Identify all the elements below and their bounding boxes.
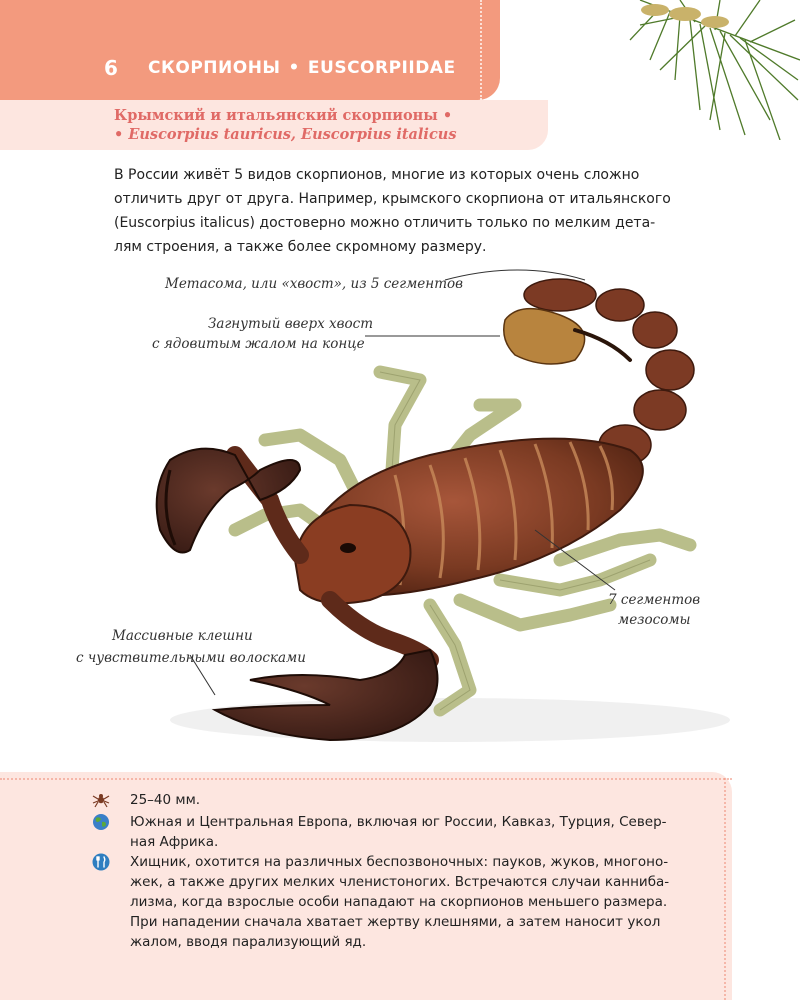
species-latin-names: • Euscorpius tauricus, Euscorpius italicus (114, 126, 457, 143)
intro-line: отличить друг от друга. Например, крымского скорпиона от итальянского (114, 191, 671, 207)
intro-line: (Euscorpius italicus) достоверно можно отличить только по мелким дета- (114, 215, 656, 231)
callout-metasoma: Метасома, или «хвост», из 5 сегментов (165, 276, 463, 292)
globe-icon (92, 813, 110, 831)
family-name: EUSCORPIIDAE (307, 58, 456, 78)
page-number: 6 (104, 56, 118, 80)
callout-tail-line2: с ядовитым жалом на конце (152, 336, 365, 352)
callout-claws-line2: с чувствительными волосками (76, 650, 306, 666)
intro-paragraph (114, 163, 729, 259)
callout-claws-line1: Массивные клешни (112, 628, 253, 644)
callout-mesosoma-line1: 7 сегментов (608, 592, 701, 608)
diet-line: Хищник, охотится на различных беспозвоночных: пауков, жуков, многоно- (130, 854, 669, 870)
section-name: СКОРПИОНЫ (148, 58, 281, 78)
header-band (0, 0, 500, 100)
spider-size-icon (92, 791, 110, 809)
diet-line: жалом, вводя парализующий яд. (130, 934, 367, 950)
range-line: Южная и Центральная Европа, включая юг России, Кавказ, Турция, Север- (130, 814, 667, 830)
intro-line: В России живёт 5 видов скорпионов, многие из которых очень сложно (114, 167, 640, 183)
diet-line: При нападении сначала хватает жертву клешнями, а затем наносит укол (130, 914, 661, 930)
intro-line: лям строения, а также более скромному размеру. (114, 239, 487, 255)
species-common-names: Крымский и итальянский скорпионы • (114, 107, 453, 124)
callout-mesosoma-line2: мезосомы (618, 612, 691, 628)
size-text: 25–40 мм. (130, 792, 201, 808)
callout-tail-line1: Загнутый вверх хвост (208, 316, 373, 332)
cutlery-icon (92, 853, 110, 871)
section-title (148, 58, 456, 78)
diet-line: лизма, когда взрослые особи нападают на скорпионов меньшего размера. (130, 894, 668, 910)
range-line: ная Африка. (130, 834, 219, 850)
section-bullet: • (288, 58, 300, 78)
pine-branch-illustration (620, 0, 800, 140)
header-dotted-border (480, 0, 482, 100)
diet-line: жек, а также других мелких членистоногих. Встречаются случаи канниба- (130, 874, 670, 890)
scorpion-illustration (0, 260, 800, 770)
diet-text (130, 852, 705, 952)
range-text (130, 812, 705, 852)
